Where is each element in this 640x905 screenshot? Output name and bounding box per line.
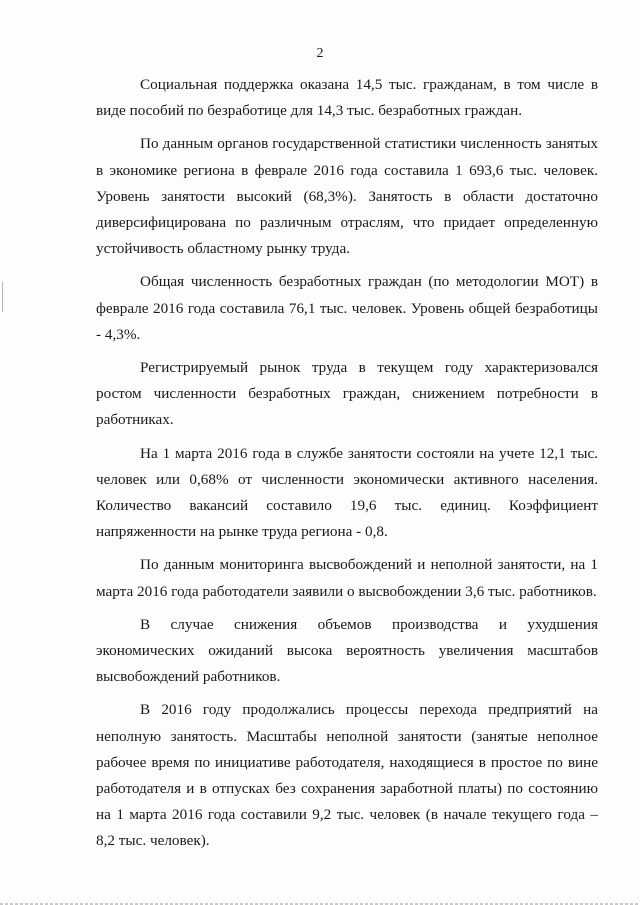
document-body xyxy=(96,72,598,855)
paragraph-layoff-risk: В случае снижения объемов производства и ухудшения экономических ожиданий высока вероятность увеличения масштабов высвобождений работников. xyxy=(96,615,598,686)
paragraph-social-support: Социальная поддержка оказана 14,5 тыс. гражданам, в том числе в виде пособий по безработице для 14,3 тыс. безработных граждан. xyxy=(96,76,598,120)
paragraph-employment-statistics: По данным органов государственной статистики численность занятых в экономике региона в феврале 2016 года составила 1 693,6 тыс. человек. Уровень занятости высокий (68,3%). Занятость в области достаточно диверсифицирована по различным отраслям, что придает определенную устойчивость областному рынку труда. xyxy=(96,135,598,258)
scan-edge-mark xyxy=(2,282,3,312)
paragraph-employment-service-registry: На 1 марта 2016 года в службе занятости состояли на учете 12,1 тыс. человек или 0,68% от численности экономически активного населения. Количество вакансий составило 19,6 тыс. единиц. Коэффициент напряженности на рынке труда региона - 0,8. xyxy=(96,444,598,541)
paragraph-layoff-monitoring: По данным мониторинга высвобождений и неполной занятости, на 1 марта 2016 года работодатели заявили о высвобождении 3,6 тыс. работников. xyxy=(96,556,598,600)
paragraph-part-time-employment: В 2016 году продолжались процессы перехода предприятий на неполную занятость. Масштабы неполной занятости (занятые неполное рабочее время по инициативе работодателя, находящиеся в простое по вине работодателя и в отпусках без сохранения заработной платы) по состоянию на 1 марта 2016 года составили 9,2 тыс. человек (в начале текущего года – 8,2 тыс. человек). xyxy=(96,701,598,850)
paragraph-registered-labor-market: Регистрируемый рынок труда в текущем году характеризовался ростом численности безработных граждан, снижением потребности в работниках. xyxy=(96,359,598,429)
page-number: 2 xyxy=(316,46,324,61)
paragraph-unemployment-ilo: Общая численность безработных граждан (по методологии МОТ) в феврале 2016 года составила 76,1 тыс. человек. Уровень общей безработицы - 4,3%. xyxy=(96,273,598,343)
